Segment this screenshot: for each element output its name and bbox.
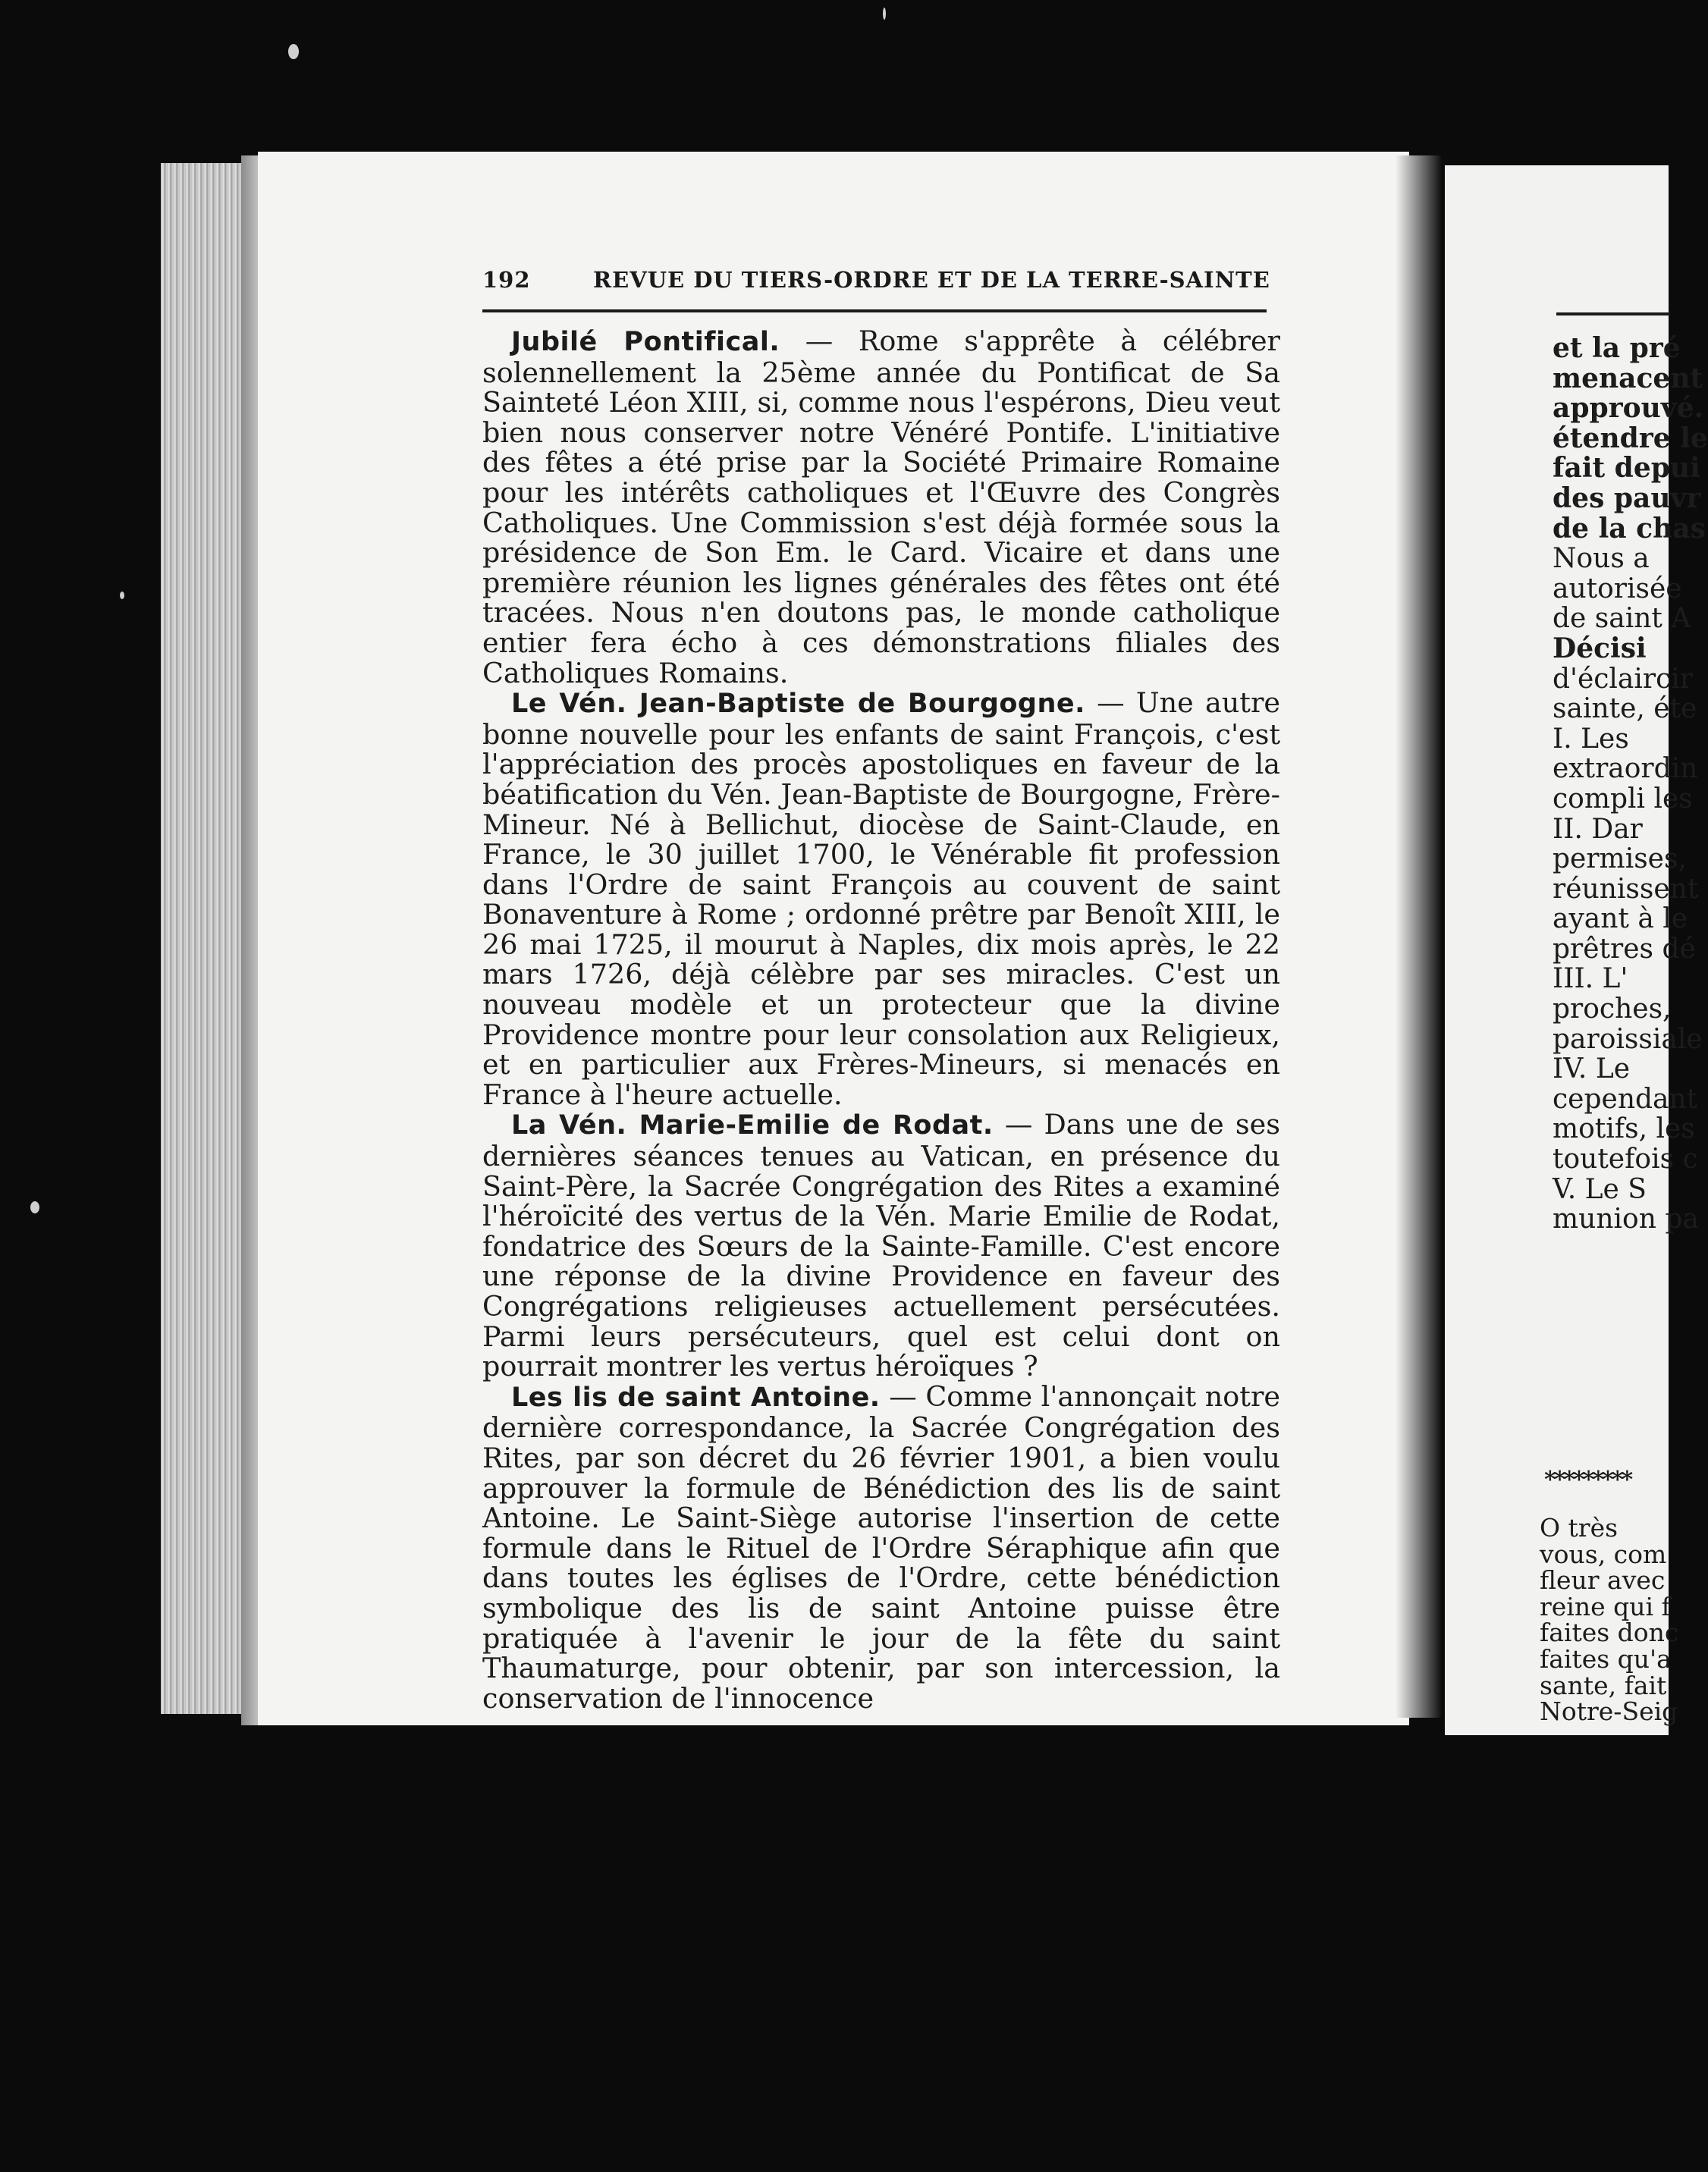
right-page-line: fait depui — [1553, 452, 1700, 485]
right-page-line: faites qu'a — [1540, 1643, 1672, 1674]
right-page-line: cependant — [1553, 1083, 1698, 1115]
right-page-line: toutefois c — [1553, 1144, 1698, 1175]
right-page-line: sainte, éte — [1553, 693, 1697, 725]
right-page-line: prêtres dé — [1553, 933, 1696, 965]
right-page-line: de la chas — [1553, 512, 1706, 545]
article-body: — Dans une de ses dernières séances tenues au Vatican, en présence du Saint-Père, la Sacrée Congrégation des Rites a examiné l'héroïcité des vertus de la Vén. Marie Emilie de Rodat, fondatrice des Sœurs de la Sainte-Famille. C'est encore une réponse de la divine Providence en faveur des Congrégations religieuses actuellement persécutées. Parmi leurs persécuteurs, quel est celui dont on pourrait montrer les vertus héroïques ? — [482, 1108, 1280, 1383]
right-page-line: Décisi — [1553, 632, 1647, 664]
right-page-line: Notre-Seig — [1540, 1696, 1678, 1727]
right-page-line: ayant à le — [1553, 903, 1688, 935]
article-body: — Rome s'apprête à célébrer solennellement la 25ème année du Pontificat de Sa Sainteté Léon XIII, si, comme nous l'espérons, Dieu veut bien nous conserver notre Vénéré Pontife. L'initiative des fêtes a été prise par la Société Primaire Romaine pour les intérêts catholiques et l'Œuvre des Congrès Catholiques. Une Commission s'est déjà formée sous la présidence de Son Em. le Card. Vicaire et dans une première réunion les lignes générales des fêtes ont été tracées. Nous n'en doutons pas, le monde catholique entier fera écho à ces démonstrations filiales des Catholiques Romains. — [482, 325, 1280, 689]
right-page-line: vous, com — [1540, 1539, 1667, 1569]
right-page-line: motifs, les — [1553, 1113, 1695, 1145]
article-heading: Les lis de saint Antoine. — [511, 1382, 881, 1413]
section-divider-stars: ********* — [1544, 1467, 1631, 1493]
right-page-line: IV. Le — [1553, 1053, 1631, 1085]
article-jean-baptiste — [482, 688, 1280, 1110]
right-page-line: et la pré — [1553, 332, 1681, 364]
right-page-line: paroissiale — [1553, 1023, 1703, 1055]
dust-speck — [120, 592, 124, 599]
article-column — [482, 326, 1280, 1713]
article-heading: La Vén. Marie-Emilie de Rodat. — [511, 1110, 994, 1141]
right-page-line: d'éclaircir — [1553, 663, 1693, 695]
right-page-text — [1553, 332, 1708, 1235]
article-marie-emilie — [482, 1110, 1280, 1381]
right-page-line: O très — [1540, 1513, 1619, 1543]
right-page-line: Nous a — [1553, 543, 1650, 575]
right-page-line: munion pa — [1553, 1204, 1699, 1235]
right-page-line: V. Le S — [1553, 1173, 1647, 1205]
right-page-line: autorisée — [1553, 573, 1682, 604]
dust-speck — [30, 1201, 39, 1213]
right-page-line: des pauvr — [1553, 482, 1701, 514]
article-jubile — [482, 326, 1280, 688]
article-heading: Le Vén. Jean-Baptiste de Bourgogne. — [511, 689, 1085, 720]
right-page-text-lower — [1540, 1515, 1691, 1725]
article-body: — Une autre bonne nouvelle pour les enfants de saint François, c'est l'appréciation des procès apostoliques en faveur de la béatification du Vén. Jean-Baptiste de Bourgogne, Frère-Mineur. Né à Bellichut, diocèse de Saint-Claude, en France, le 30 juillet 1700, le Vénérable fit profession dans l'Ordre de saint François au couvent de saint Bonaventure à Rome ; ordonné prêtre par Benoît XIII, le 26 mai 1725, il mourut à Naples, dix mois après, le 22 mars 1726, déjà célèbre par ses miracles. C'est un nouveau modèle et un protecteur que la divine Providence montre pour leur consolation aux Religieux, et en particulier aux Frères-Mineurs, si menacés en France à l'heure actuelle. — [482, 686, 1280, 1111]
running-header — [482, 267, 1271, 297]
dust-speck — [883, 8, 886, 20]
right-header-rule — [1556, 312, 1670, 315]
right-page-line: III. L' — [1553, 963, 1628, 995]
header-rule — [482, 309, 1267, 312]
right-page-line: approuvé. — [1553, 392, 1704, 425]
right-page-line: faites donc — [1540, 1618, 1679, 1648]
right-page-line: de saint A — [1553, 603, 1691, 635]
page-edges — [161, 163, 252, 1714]
article-lis-saint-antoine — [482, 1379, 1280, 1715]
right-page-line: sante, fait — [1540, 1670, 1667, 1700]
right-page-line: reine qui f — [1540, 1591, 1671, 1621]
journal-title: REVUE DU TIERS-ORDRE ET DE LA TERRE-SAINTE — [593, 267, 1270, 293]
right-page-line: compli les — [1553, 783, 1693, 814]
right-page-line: I. Les — [1553, 723, 1629, 755]
page-number: 192 — [482, 267, 531, 293]
right-page-line: extraordin — [1553, 753, 1698, 785]
dust-speck — [288, 44, 299, 59]
right-page-line: menacent — [1553, 362, 1703, 394]
article-body: — Comme l'annonçait notre dernière correspondance, la Sacrée Congrégation des Rites, par son décret du 26 février 1901, a bien voulu approuver la formule de Bénédiction des lis de saint Antoine. Le Saint-Siège autorise l'insertion de cette formule dans le Rituel de l'Ordre Séraphique afin que dans toutes les églises de l'Ordre, cette bénédiction symbolique des lis de saint Antoine puisse être pratiquée à l'avenir le jour de la fête du saint Thaumaturge, pour obtenir, par son intercession, la conservation de l'innocence — [482, 1379, 1280, 1715]
right-page-line: fleur avec — [1540, 1565, 1666, 1596]
book-gutter — [1396, 155, 1441, 1718]
right-page-line: étendre le — [1553, 422, 1708, 454]
right-page-line: II. Dar — [1553, 813, 1643, 845]
article-heading: Jubilé Pontifical. — [511, 327, 780, 357]
right-page-line: réunissent — [1553, 873, 1699, 905]
right-page-line: permises, — [1553, 843, 1687, 875]
right-page-line: proches, — [1553, 993, 1672, 1025]
